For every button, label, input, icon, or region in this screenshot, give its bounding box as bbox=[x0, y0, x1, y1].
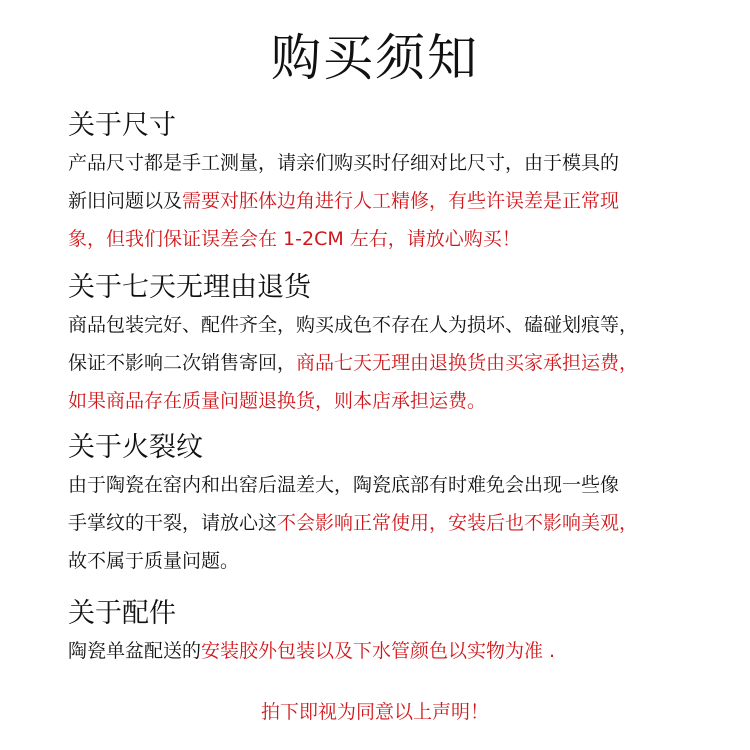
text-line bbox=[68, 504, 708, 542]
section-return-policy bbox=[68, 270, 708, 420]
text-line bbox=[68, 466, 708, 504]
text-highlight: 商品七天无理由退换货由买家承担运费， bbox=[296, 352, 639, 374]
text-black: 由于陶瓷在窑内和出窑后温差大，陶瓷底部有时难免会出现一些像 bbox=[68, 474, 620, 496]
text-line bbox=[68, 144, 708, 182]
text-highlight: 象，但我们保证误差会在 1-2CM 左右，请放心购买！ bbox=[68, 228, 521, 250]
text-line bbox=[68, 632, 708, 670]
text-line bbox=[68, 542, 708, 580]
section-accessories bbox=[68, 596, 708, 670]
text-highlight: 不会影响正常使用，安装后也不影响美观， bbox=[277, 512, 639, 534]
section-heading: 关于配件 bbox=[68, 598, 176, 629]
section-fire-cracks bbox=[68, 430, 708, 580]
section-size bbox=[68, 108, 708, 258]
text-line bbox=[68, 344, 708, 382]
section-heading: 关于尺寸 bbox=[68, 110, 176, 141]
text-highlight: 如果商品存在质量问题退换货，则本店承担运费。 bbox=[68, 390, 487, 412]
text-black: 故不属于质量问题。 bbox=[68, 550, 240, 572]
section-heading: 关于七天无理由退货 bbox=[68, 272, 311, 303]
page-title: 购买须知 bbox=[271, 29, 479, 87]
text-line bbox=[68, 306, 708, 344]
text-line bbox=[68, 220, 708, 258]
text-line bbox=[68, 382, 708, 420]
text-highlight: 需要对胚体边角进行人工精修，有些许误差是正常现 bbox=[182, 190, 620, 212]
text-line bbox=[68, 182, 708, 220]
text-highlight: 安装胶外包装以及下水管颜色以实物为准 . bbox=[201, 640, 556, 662]
text-black: 保证不影响二次销售寄回， bbox=[68, 352, 297, 374]
text-black: 商品包装完好、配件齐全，购买成色不存在人为损坏、磕碰划痕等， bbox=[68, 314, 639, 336]
section-heading: 关于火裂纹 bbox=[68, 432, 203, 463]
text-black: 陶瓷单盆配送的 bbox=[68, 640, 202, 662]
footer-statement: 拍下即视为同意以上声明！ bbox=[260, 701, 489, 723]
text-black: 手掌纹的干裂，请放心这 bbox=[68, 512, 278, 534]
text-black: 产品尺寸都是手工测量，请亲们购买时仔细对比尺寸，由于模具的 bbox=[68, 152, 620, 174]
text-black: 新旧问题以及 bbox=[68, 190, 183, 212]
